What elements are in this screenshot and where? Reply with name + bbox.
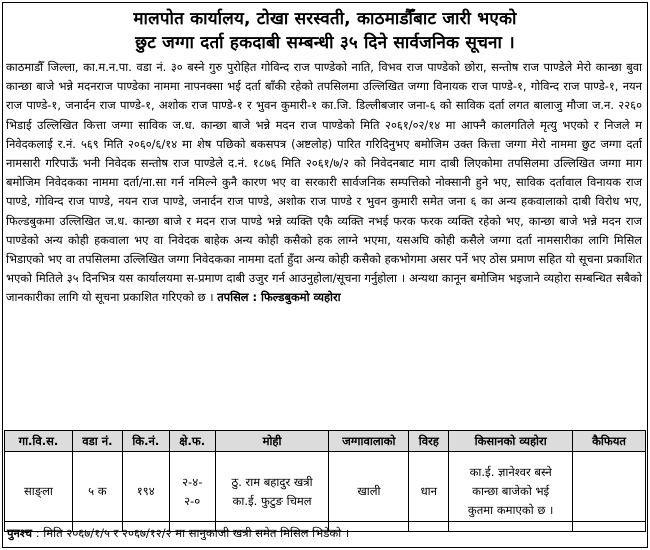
cell-remarks [573, 452, 646, 532]
cell-birah: धान [409, 452, 449, 532]
header-ward: वडा नं. [72, 431, 122, 452]
header-mohi: मोही [215, 431, 329, 452]
tapsil-caption: तपसिल : फिल्डबुकमो व्यहोरा [217, 290, 341, 305]
notice-body [6, 58, 642, 308]
header-remarks: कैफियत [573, 431, 646, 452]
notice-body-text: काठमाडौँ जिल्ला, का.म.न.पा. वडा नं. ३० बस्ने गुरु पुरोहित गोविन्द राज पाण्डेको नाति, विभव राज पाण्डेको छोरा, सन्तोष राज पाण्डेले मेरो कान्छा बुवा कान्छा बाजे भन्ने मदनराज पाण्डेका नाममा नापनक्सा भई दर्ता बाँकी रहेको तपसिलमा उल्लिखित जग्गा विनायक राज पाण्डे-१, गोविन्द राज पाण्डे-१, नयन राज पाण्डे-१, जनार्दन राज पाण्डे-१, अशोक राज पाण्डे-१ र भुवन कुमारी-१ का.जि. डिल्लीबजार जना-६ को साविक दर्ता लगत बालाजु मौजा ज.न. २२६० भिडाई उल्लिखित कित्ता जग्गा साविक ज.ध. कान्छा बाजे भन्ने मदन राज पाण्डेको मिति २०६१/०२/१४ मा आफ्नै कालगतिले मृत्यु भएको र निजले म निवेदकलाई र.नं. ५६९ मिति २०६०/६/१४ मा शेष पछिको बकसपत्र (अष्टलोह) पारित गरिदिनुभए बमोजिम उक्त कित्ता जग्गा मेरो नाममा छुट जग्गा दर्ता नामसारी गरिपाऊँ भनी निवेदक सन्तोष राज पाण्डेले द.नं. १८७६ मिति २०६१/७/२ को निवेदनबाट माग दाबी लिएकोमा तपसिलमा उल्लिखित जग्गा माग बमोजिम निवेदकका नाममा दर्ता/ना.सा गर्न नमिल्ने कुनै कारण भए वा सरकारी सार्वजनिक सम्पत्तिको नोक्सानी हुने भए, साविक दर्तावाल विनायक राज पाण्डे, गोविन्द राज पाण्डे, नयन राज पाण्डे, जनार्दन राज पाण्डे, अशोक राज पाण्डे र भुवन कुमारी समेत जना ६ का अन्य हकवालाको दाबी विरोध भए, फिल्डबुकमा उल्लिखित ज.ध. कान्छा बाजे र मदन राज पाण्डे भन्ने व्यक्ति एकै व्यक्ति नभई फरक फरक व्यक्ति रहेको भए, कान्छा बाजे भन्ने मदन राज पाण्डेको अन्य कोही हकवाला भए वा निवेदक बाहेक अन्य कोही कसैको हक लाग्ने भएमा, यसअघि कोही कसैले जग्गा दर्ता नामसारीका लागि मिसिल भिडाएको भए वा तपसिलमा उल्लिखित जग्गा निवेदकका नाममा दर्ता हुँदा अन्य कोही कसैको हकभोगमा असर पर्ने भए ठोस प्रमाण सहित यो सूचना प्रकाशित भएको मितिले ३५ दिनभित्र यस कार्यालयमा स-प्रमाण दाबी उजुर गर्न आउनुहोला/सूचना गर्नुहोला । अन्यथा कानून बमोजिम भइजाने व्यहोरा सम्बन्धित सबैको जानकारीका लागि यो सूचना प्रकाशित गरिएको छ । [6, 60, 642, 305]
cell-area-line-2: २-० [184, 493, 201, 508]
cell-mohi [215, 452, 329, 532]
cell-mohi-line-1: ठु. राम बहादुर खत्री [231, 474, 313, 489]
cell-kisan-line-2: कान्छा बाजेको भई [472, 484, 550, 498]
cell-area-line-1: २-४- [182, 474, 203, 489]
header-kisan: किसानको व्यहोरा [449, 431, 573, 452]
cell-kisan-line-3: कुतमा कमाएको छ । [467, 503, 554, 517]
header-owner: जग्गावालाको [329, 431, 409, 452]
notice-title-line-2: छुट जग्गा दर्ता हकदाबी सम्बन्धी ३५ दिने सार्वजनिक सूचना । [135, 33, 515, 53]
cell-kisan [449, 452, 573, 532]
cell-kisan-line-1: का.ई. ज्ञानेश्वर बस्ने [469, 465, 552, 479]
cell-owner: खाली [329, 452, 409, 532]
table-header-row [5, 431, 646, 452]
cell-mohi-line-2: का.ई. फुटुङ चिमल [232, 493, 312, 508]
header-kitta: कि.नं. [122, 431, 169, 452]
notice-heading [3, 3, 647, 55]
parcel-table [4, 430, 646, 532]
cell-ward: ५ क [72, 452, 122, 532]
cell-kitta: १९४ [122, 452, 169, 532]
header-area: क्षे.फ. [169, 431, 215, 452]
cell-gavisa: साङ्ला [5, 452, 73, 532]
postscript-label: पुनश्च [7, 526, 33, 540]
header-gavisa: गा.वि.स. [5, 431, 73, 452]
postscript [4, 521, 646, 543]
cell-area [169, 452, 215, 532]
postscript-text: : मिति २०६७/१/५ र २०६७/१२/२ मा सानुकाजी खत्री समेत मिसिल भिडेको । [35, 526, 350, 540]
header-birah: विरह [409, 431, 449, 452]
notice-title-line-1: मालपोत कार्यालय, टोखा सरस्वती, काठमाडौँबाट जारी भएको [133, 9, 517, 29]
table-row [5, 452, 646, 532]
